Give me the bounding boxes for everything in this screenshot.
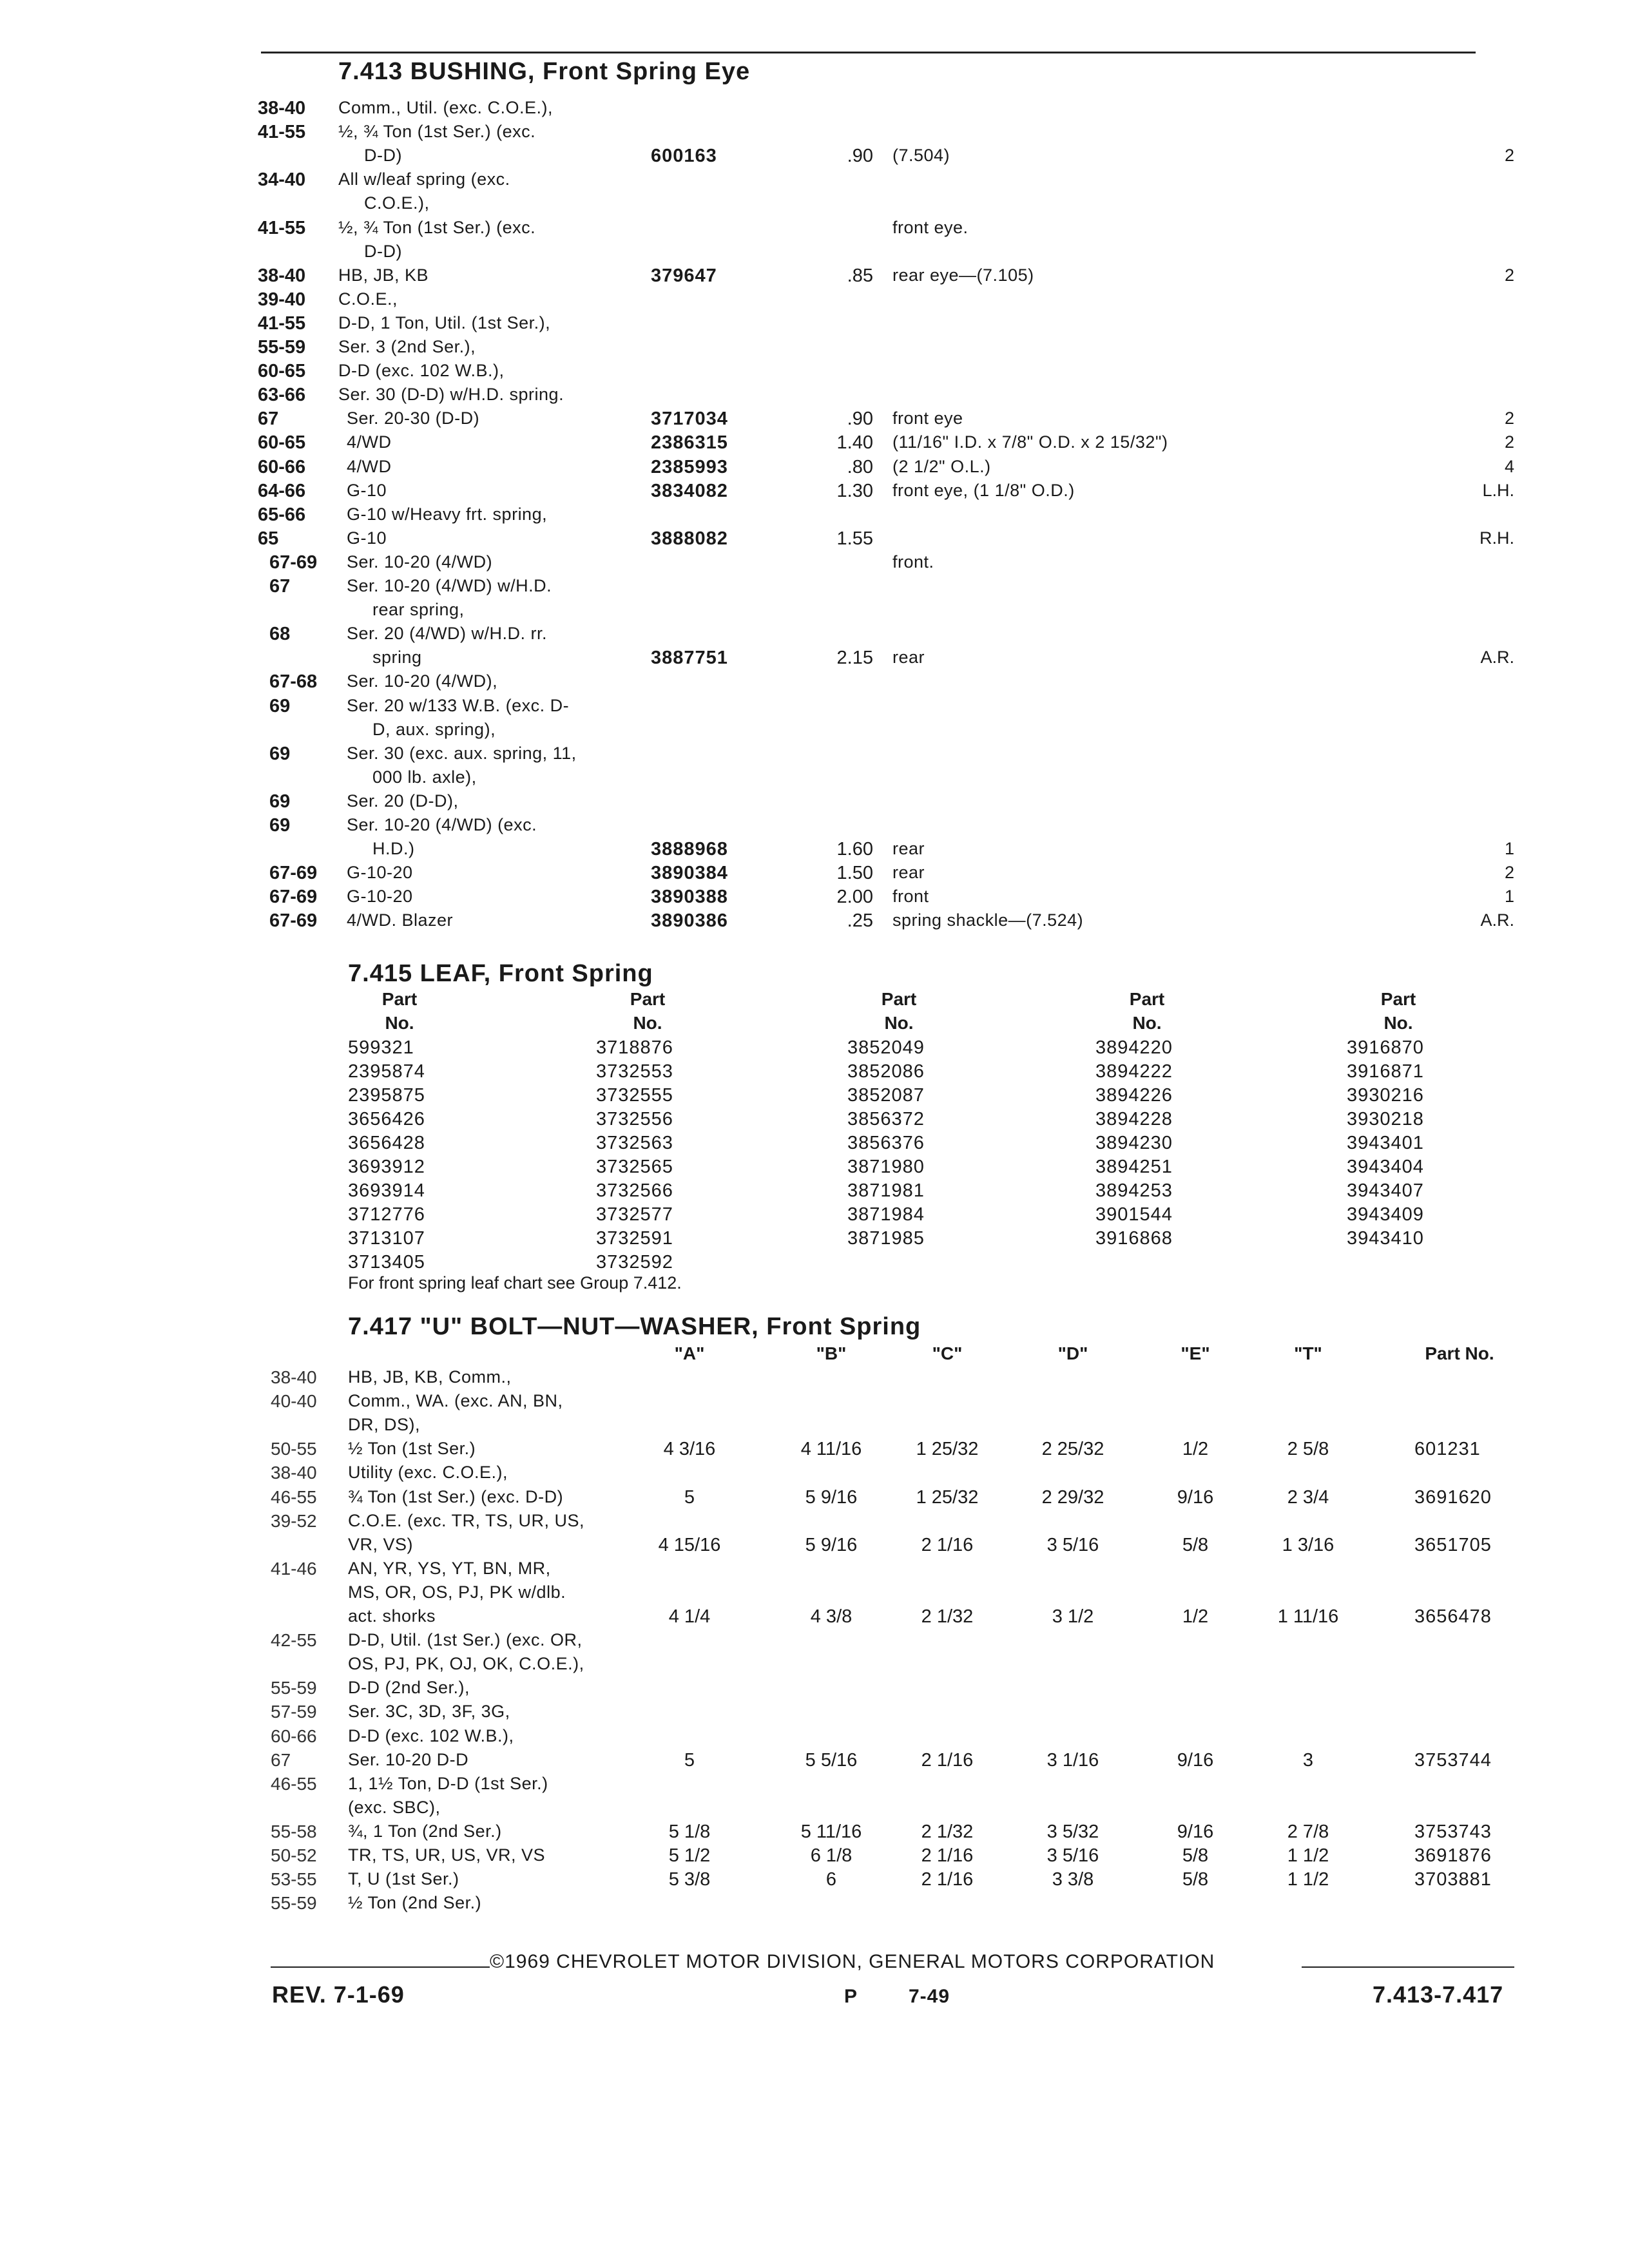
description: D-D (exc. 102 W.B.), (348, 1726, 514, 1745)
remark: rear (892, 863, 925, 882)
column-header-no: No. (1132, 1013, 1162, 1033)
quantity: 2 (1504, 863, 1514, 882)
quantity: A.R. (1480, 648, 1514, 667)
description: OS, PJ, PK, OJ, OK, C.O.E.), (348, 1654, 584, 1673)
column-header-no: No. (633, 1013, 662, 1033)
dimension-a: 4 15/16 (658, 1535, 721, 1555)
year-range: 67 (271, 1750, 291, 1770)
footer-copyright: ©1969 CHEVROLET MOTOR DIVISION, GENERAL MOTORS CORPORATION (490, 1951, 1215, 1972)
part-number: 3890388 (651, 887, 728, 907)
leaf-part-number: 3713405 (348, 1252, 425, 1273)
dimension-a: 4 1/4 (668, 1606, 711, 1627)
description: D-D (exc. 102 W.B.), (338, 361, 505, 380)
year-range: 38-40 (258, 98, 306, 119)
part-number: 3888082 (651, 528, 728, 549)
quantity: L.H. (1482, 481, 1514, 500)
year-range: 60-66 (258, 457, 306, 477)
leaf-part-number: 3713107 (348, 1228, 425, 1249)
leaf-part-number: 3916870 (1347, 1037, 1424, 1058)
dimension-a: 5 (684, 1750, 695, 1771)
leaf-part-number: 3656426 (348, 1109, 425, 1129)
year-range: 57-59 (271, 1702, 317, 1722)
dimension-b: 5 5/16 (805, 1750, 858, 1771)
dimension-e: 9/16 (1177, 1821, 1214, 1842)
price: 1.50 (836, 863, 873, 883)
dimension-c: 2 1/16 (921, 1869, 974, 1890)
remark: front eye. (892, 218, 969, 237)
dimension-c: 2 1/16 (921, 1750, 974, 1771)
description: spring (372, 648, 422, 667)
year-range: 67-69 (269, 863, 318, 883)
dimension-t: 1 11/16 (1277, 1606, 1339, 1627)
dimension-e: 5/8 (1182, 1845, 1209, 1866)
description: Ser. 10-20 (4/WD) w/H.D. (347, 576, 552, 595)
leaf-part-number: 599321 (348, 1037, 414, 1058)
column-header-part: Part (881, 989, 917, 1009)
description: Utility (exc. C.O.E.), (348, 1463, 508, 1482)
description: HB, JB, KB (338, 265, 429, 285)
dimension-c: 2 1/16 (921, 1845, 974, 1866)
dimension-c: 2 1/16 (921, 1535, 974, 1555)
section-title-7413: 7.413 BUSHING, Front Spring Eye (338, 58, 751, 85)
description: 4/WD (347, 457, 392, 476)
description: C.O.E. (exc. TR, TS, UR, US, (348, 1511, 585, 1530)
leaf-part-number: 3894220 (1095, 1037, 1173, 1058)
leaf-part-number: 3732563 (596, 1133, 673, 1153)
dimension-b: 4 11/16 (800, 1439, 862, 1459)
leaf-part-number: 3852086 (847, 1061, 925, 1082)
quantity: 2 (1504, 432, 1514, 452)
year-range: 55-59 (271, 1893, 317, 1913)
leaf-part-number: 3871980 (847, 1157, 925, 1177)
year-range: 41-46 (271, 1559, 317, 1579)
leaf-part-number: 3732592 (596, 1252, 673, 1273)
leaf-part-number: 3693912 (348, 1157, 425, 1177)
description: MS, OR, OS, PJ, PK w/dlb. (348, 1582, 566, 1602)
description: 1, 1½ Ton, D-D (1st Ser.) (348, 1774, 548, 1793)
year-range: 69 (269, 696, 291, 716)
leaf-part-number: 3930218 (1347, 1109, 1424, 1129)
part-number: 3890384 (651, 863, 728, 883)
description: Ser. 10-20 D-D (348, 1750, 469, 1769)
year-range: 67-68 (269, 671, 318, 692)
leaf-part-number: 3930216 (1347, 1085, 1424, 1106)
part-number: 600163 (651, 146, 717, 166)
quantity: A.R. (1480, 910, 1514, 930)
description: (exc. SBC), (348, 1798, 441, 1817)
year-range: 60-65 (258, 432, 306, 453)
leaf-part-number: 3943409 (1347, 1204, 1424, 1225)
price: 2.00 (836, 887, 873, 907)
leaf-part-number: 3916868 (1095, 1228, 1173, 1249)
leaf-part-number: 3894222 (1095, 1061, 1173, 1082)
description: C.O.E., (338, 289, 398, 309)
price: .80 (847, 457, 873, 477)
year-range: 41-55 (258, 218, 306, 238)
description: act. shorks (348, 1606, 436, 1626)
description: Ser. 20-30 (D-D) (347, 408, 480, 428)
year-range: 69 (269, 791, 291, 812)
dimension-t: 1 3/16 (1282, 1535, 1335, 1555)
dimension-b: 6 (825, 1869, 837, 1890)
year-range: 63-66 (258, 385, 306, 405)
description: 4/WD (347, 432, 392, 452)
year-range: 65-66 (258, 505, 306, 525)
description: D-D) (364, 242, 402, 261)
dimension-a: 4 3/16 (663, 1439, 716, 1459)
price: .85 (847, 265, 873, 286)
dimension-e: 9/16 (1177, 1487, 1214, 1508)
part-number: 3691876 (1414, 1845, 1492, 1866)
leaf-part-number: 3916871 (1347, 1061, 1424, 1082)
part-number: 3834082 (651, 481, 728, 501)
description: VR, VS) (348, 1535, 414, 1554)
description: H.D.) (372, 839, 415, 858)
dimension-b: 5 9/16 (805, 1535, 858, 1555)
description: 000 lb. axle), (372, 767, 477, 787)
year-range: 38-40 (271, 1463, 317, 1483)
leaf-part-number: 3894230 (1095, 1133, 1173, 1153)
year-range: 40-40 (271, 1391, 317, 1411)
remark: front eye, (1 1/8" O.D.) (892, 481, 1075, 500)
part-number: 3651705 (1414, 1535, 1492, 1555)
remark: (11/16" I.D. x 7/8" O.D. x 2 15/32") (892, 432, 1168, 452)
dimension-a: 5 (684, 1487, 695, 1508)
year-range: 69 (269, 815, 291, 836)
price: .90 (847, 408, 873, 429)
leaf-part-number: 3871981 (847, 1180, 925, 1201)
year-range: 64-66 (258, 481, 306, 501)
dimension-d: 3 1/2 (1052, 1606, 1094, 1627)
quantity: 1 (1504, 839, 1514, 858)
year-range: 53-55 (271, 1869, 317, 1889)
dimension-d: 3 3/8 (1052, 1869, 1094, 1890)
year-range: 65 (258, 528, 279, 549)
leaf-part-number: 3656428 (348, 1133, 425, 1153)
dimension-a: 5 1/2 (668, 1845, 711, 1866)
description: ½ Ton (2nd Ser.) (348, 1893, 482, 1912)
leaf-part-number: 3943401 (1347, 1133, 1424, 1153)
leaf-part-number: 3871984 (847, 1204, 925, 1225)
column-header: Part No. (1425, 1343, 1494, 1363)
part-number: 3691620 (1414, 1487, 1492, 1508)
footer-rule-right (1302, 1966, 1514, 1968)
leaf-part-number: 2395874 (348, 1061, 425, 1082)
column-header-part: Part (1380, 989, 1416, 1009)
remark: rear eye—(7.105) (892, 265, 1034, 285)
quantity: 1 (1504, 887, 1514, 906)
description: rear spring, (372, 600, 465, 619)
price: 2.15 (836, 648, 873, 668)
description: ½, ¾ Ton (1st Ser.) (exc. (338, 122, 536, 141)
year-range: 67-69 (269, 887, 318, 907)
description: G-10-20 (347, 887, 413, 906)
description: Ser. 10-20 (4/WD), (347, 671, 498, 691)
part-number: 3656478 (1414, 1606, 1492, 1627)
year-range: 67 (269, 576, 291, 597)
price: .25 (847, 910, 873, 931)
year-range: 38-40 (258, 265, 306, 286)
leaf-part-number: 3901544 (1095, 1204, 1173, 1225)
dimension-c: 1 25/32 (916, 1439, 979, 1459)
leaf-part-number: 3732566 (596, 1180, 673, 1201)
price: 1.60 (836, 839, 873, 860)
year-range: 46-55 (271, 1487, 317, 1507)
quantity: R.H. (1480, 528, 1514, 548)
leaf-part-number: 3732577 (596, 1204, 673, 1225)
description: All w/leaf spring (exc. (338, 169, 510, 189)
description: G-10-20 (347, 863, 413, 882)
column-header: "C" (932, 1343, 963, 1363)
year-range: 50-55 (271, 1439, 317, 1459)
leaf-part-number: 3732553 (596, 1061, 673, 1082)
part-number: 3888968 (651, 839, 728, 860)
description: HB, JB, KB, Comm., (348, 1367, 512, 1387)
leaf-part-number: 3852087 (847, 1085, 925, 1106)
year-range: 68 (269, 624, 291, 644)
description: TR, TS, UR, US, VR, VS (348, 1845, 546, 1865)
dimension-c: 1 25/32 (916, 1487, 979, 1508)
leaf-part-number: 3856376 (847, 1133, 925, 1153)
year-range: 60-65 (258, 361, 306, 381)
description: G-10 (347, 481, 387, 500)
leaf-part-number: 3732565 (596, 1157, 673, 1177)
leaf-part-number: 3894228 (1095, 1109, 1173, 1129)
year-range: 50-52 (271, 1845, 317, 1865)
part-number: 3887751 (651, 648, 728, 668)
leaf-part-number: 3943407 (1347, 1180, 1424, 1201)
column-header-no: No. (884, 1013, 914, 1033)
remark: rear (892, 648, 925, 667)
remark: spring shackle—(7.524) (892, 910, 1084, 930)
remark: front (892, 887, 929, 906)
description: Comm., WA. (exc. AN, BN, (348, 1391, 563, 1410)
year-range: 60-66 (271, 1726, 317, 1746)
dimension-t: 2 7/8 (1287, 1821, 1329, 1842)
footer-page-letter: P (844, 1986, 858, 2007)
price: 1.55 (836, 528, 873, 549)
part-number: 379647 (651, 265, 717, 286)
part-number: 3753743 (1414, 1821, 1492, 1842)
section-title-7415: 7.415 LEAF, Front Spring (348, 960, 653, 987)
dimension-t: 1 1/2 (1287, 1869, 1329, 1890)
dimension-a: 5 1/8 (668, 1821, 711, 1842)
description: Ser. 3C, 3D, 3F, 3G, (348, 1702, 510, 1721)
description: Ser. 20 (D-D), (347, 791, 459, 811)
dimension-b: 5 9/16 (805, 1487, 858, 1508)
quantity: 2 (1504, 408, 1514, 428)
quantity: 2 (1504, 265, 1514, 285)
leaf-part-number: 3693914 (348, 1180, 425, 1201)
remark: front eye (892, 408, 963, 428)
year-range: 34-40 (258, 169, 306, 190)
leaf-part-number: 3718876 (596, 1037, 673, 1058)
column-header-no: No. (385, 1013, 414, 1033)
year-range: 67 (258, 408, 279, 429)
description: D, aux. spring), (372, 720, 496, 739)
footer-rule-left (271, 1966, 490, 1968)
price: 1.30 (836, 481, 873, 501)
leaf-part-number: 3852049 (847, 1037, 925, 1058)
footer-page-number: 7-49 (909, 1986, 950, 2007)
column-header: "B" (816, 1343, 847, 1363)
footer-group-range: 7.413-7.417 (1373, 1981, 1504, 2008)
description: G-10 (347, 528, 387, 548)
dimension-e: 5/8 (1182, 1869, 1209, 1890)
description: Ser. 20 w/133 W.B. (exc. D- (347, 696, 570, 715)
description: Ser. 10-20 (4/WD) (347, 552, 493, 572)
dimension-e: 1/2 (1182, 1606, 1209, 1627)
column-header: "D" (1057, 1343, 1088, 1363)
leaf-part-number: 3856372 (847, 1109, 925, 1129)
part-number: 3753744 (1414, 1750, 1492, 1771)
year-range: 46-55 (271, 1774, 317, 1794)
leaf-part-number: 3943404 (1347, 1157, 1424, 1177)
part-number: 3703881 (1414, 1869, 1492, 1890)
column-header: "T" (1294, 1343, 1322, 1363)
remark: (2 1/2" O.L.) (892, 457, 991, 476)
description: ¾ Ton (1st Ser.) (exc. D-D) (348, 1487, 564, 1506)
dimension-a: 5 3/8 (668, 1869, 711, 1890)
dimension-b: 5 11/16 (800, 1821, 862, 1842)
description: Comm., Util. (exc. C.O.E.), (338, 98, 554, 117)
leaf-part-number: 3894251 (1095, 1157, 1173, 1177)
dimension-c: 2 1/32 (921, 1606, 974, 1627)
year-range: 55-59 (258, 337, 306, 358)
leaf-part-number: 3894226 (1095, 1085, 1173, 1106)
description: D-D (2nd Ser.), (348, 1678, 470, 1697)
top-rule (261, 52, 1476, 53)
column-header: "A" (674, 1343, 705, 1363)
year-range: 67-69 (269, 910, 318, 931)
dimension-d: 2 25/32 (1041, 1439, 1104, 1459)
dimension-t: 3 (1302, 1750, 1314, 1771)
description: G-10 w/Heavy frt. spring, (347, 505, 548, 524)
dimension-b: 6 1/8 (810, 1845, 853, 1866)
description: Ser. 3 (2nd Ser.), (338, 337, 476, 356)
part-number: 3717034 (651, 408, 728, 429)
column-header: "E" (1181, 1343, 1210, 1363)
description: C.O.E.), (364, 193, 430, 213)
year-range: 41-55 (258, 313, 306, 334)
quantity: 4 (1504, 457, 1514, 476)
dimension-t: 2 3/4 (1287, 1487, 1329, 1508)
description: ½, ¾ Ton (1st Ser.) (exc. (338, 218, 536, 237)
remark: rear (892, 839, 925, 858)
leaf-part-number: 3712776 (348, 1204, 425, 1225)
leaf-part-number: 3732555 (596, 1085, 673, 1106)
leaf-chart-note: For front spring leaf chart see Group 7.412. (348, 1273, 682, 1293)
year-range: 67-69 (269, 552, 318, 573)
description: ½ Ton (1st Ser.) (348, 1439, 476, 1458)
description: Ser. 20 (4/WD) w/H.D. rr. (347, 624, 548, 643)
remark: (7.504) (892, 146, 950, 165)
year-range: 41-55 (258, 122, 306, 142)
footer-revision: REV. 7-1-69 (272, 1981, 405, 2008)
leaf-part-number: 3871985 (847, 1228, 925, 1249)
year-range: 39-40 (258, 289, 306, 310)
part-number: 3890386 (651, 910, 728, 931)
part-number: 2385993 (651, 457, 728, 477)
dimension-c: 2 1/32 (921, 1821, 974, 1842)
remark: front. (892, 552, 934, 572)
part-number: 2386315 (651, 432, 728, 453)
description: Ser. 10-20 (4/WD) (exc. (347, 815, 537, 834)
dimension-e: 5/8 (1182, 1535, 1209, 1555)
year-range: 55-59 (271, 1678, 317, 1698)
dimension-e: 1/2 (1182, 1439, 1209, 1459)
year-range: 69 (269, 744, 291, 764)
description: Ser. 30 (exc. aux. spring, 11, (347, 744, 577, 763)
leaf-part-number: 3943410 (1347, 1228, 1424, 1249)
leaf-part-number: 2395875 (348, 1085, 425, 1106)
column-header-part: Part (1129, 989, 1165, 1009)
dimension-d: 3 5/32 (1046, 1821, 1099, 1842)
description: AN, YR, YS, YT, BN, MR, (348, 1559, 551, 1578)
year-range: 39-52 (271, 1511, 317, 1531)
column-header-part: Part (381, 989, 418, 1009)
column-header-no: No. (1383, 1013, 1413, 1033)
dimension-d: 3 5/16 (1046, 1845, 1099, 1866)
description: T, U (1st Ser.) (348, 1869, 459, 1888)
description: 4/WD. Blazer (347, 910, 454, 930)
description: ¾, 1 Ton (2nd Ser.) (348, 1821, 502, 1841)
dimension-d: 2 29/32 (1041, 1487, 1104, 1508)
quantity: 2 (1504, 146, 1514, 165)
price: 1.40 (836, 432, 873, 453)
year-range: 38-40 (271, 1367, 317, 1387)
description: DR, DS), (348, 1415, 420, 1434)
leaf-part-number: 3894253 (1095, 1180, 1173, 1201)
column-header-part: Part (630, 989, 666, 1009)
section-title-7417: 7.417 "U" BOLT—NUT—WASHER, Front Spring (348, 1313, 921, 1340)
description: D-D) (364, 146, 402, 165)
description: D-D, Util. (1st Ser.) (exc. OR, (348, 1630, 583, 1649)
description: Ser. 30 (D-D) w/H.D. spring. (338, 385, 564, 404)
leaf-part-number: 3732591 (596, 1228, 673, 1249)
year-range: 55-58 (271, 1821, 317, 1841)
dimension-t: 2 5/8 (1287, 1439, 1329, 1459)
dimension-d: 3 5/16 (1046, 1535, 1099, 1555)
dimension-d: 3 1/16 (1046, 1750, 1099, 1771)
description: D-D, 1 Ton, Util. (1st Ser.), (338, 313, 551, 332)
price: .90 (847, 146, 873, 166)
leaf-part-number: 3732556 (596, 1109, 673, 1129)
part-number: 601231 (1414, 1439, 1481, 1459)
dimension-b: 4 3/8 (810, 1606, 853, 1627)
dimension-e: 9/16 (1177, 1750, 1214, 1771)
year-range: 42-55 (271, 1630, 317, 1650)
dimension-t: 1 1/2 (1287, 1845, 1329, 1866)
